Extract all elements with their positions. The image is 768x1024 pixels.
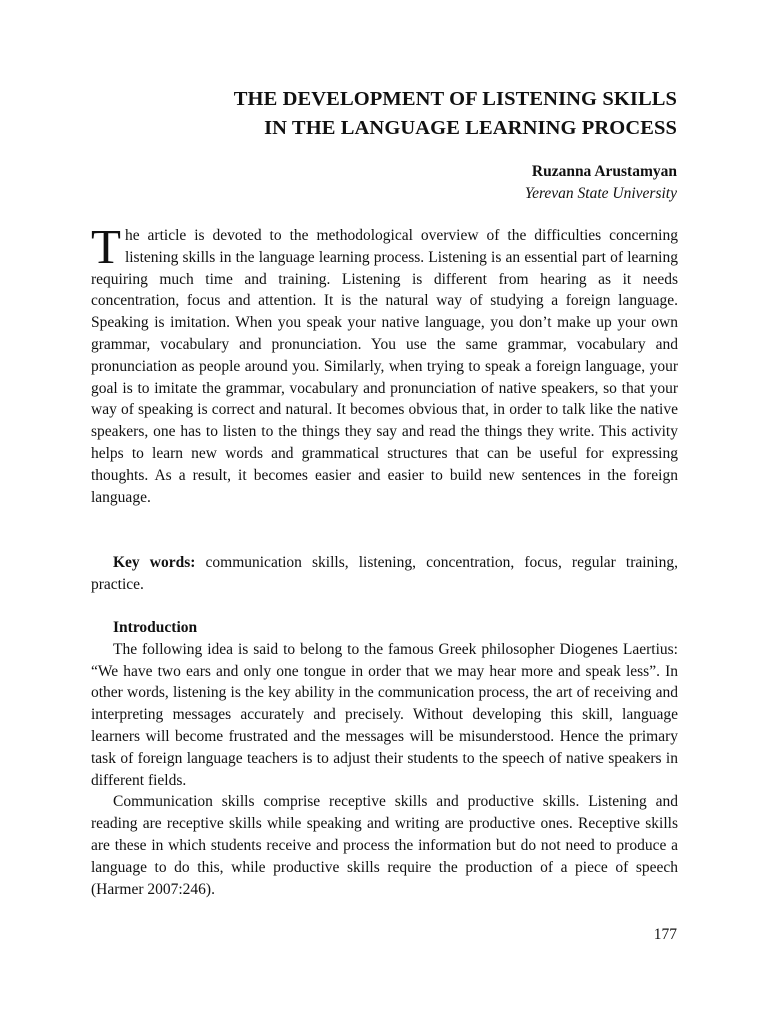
author-affiliation: Yerevan State University <box>524 185 677 202</box>
abstract-text: he article is devoted to the methodological overview of the difficulties concerning listening skills in the language learning process. Listening is an essential part of learning requiring much time and training. Listening is different from hearing as it needs concentration, focus and attention. It is the natural way of studying a foreign language. Speaking is imitation. When you speak your native language, you don’t make up your own grammar, vocabulary and pronunciation. You use the same grammar, vocabulary and pronunciation as people around you. Similarly, when trying to speak a foreign language, your goal is to imitate the grammar, vocabulary and pronunciation of native speakers, so that your way of speaking is correct and natural. It becomes obvious that, in order to talk like the native speakers, one has to listen to the things they say and read the things they write. This activity helps to learn new words and grammatical structures that can be useful for expressing thoughts. As a result, it becomes easier and easier to build new sentences in the foreign language. <box>91 227 678 506</box>
abstract-paragraph <box>91 219 678 508</box>
author-block <box>525 161 677 205</box>
keywords-paragraph <box>91 552 678 596</box>
introduction-paragraph-1: The following idea is said to belong to the famous Greek philosopher Diogenes Laertius: “We have two ears and only one tongue in order that we may hear more and speak less”. In other words, listening is the key ability in the communication process, the art of receiving and interpreting messages accurately and precisely. Without developing this skill, language learners will become frustrated and the messages will be misunderstood. Hence the primary task of foreign language teachers is to adjust their students to the speech of native speakers in different fields. <box>91 640 678 789</box>
author-name: Ruzanna Arustamyan <box>531 163 677 180</box>
abstract <box>91 219 678 508</box>
keywords-text: communication skills, listening, concentration, focus, regular training, practice. <box>91 554 678 593</box>
drop-cap: T <box>91 219 121 274</box>
article-title <box>234 85 677 143</box>
article-title-line-1: THE DEVELOPMENT OF LISTENING SKILLS <box>233 88 677 110</box>
keywords-block <box>91 552 678 596</box>
introduction-heading: Introduction <box>113 619 198 636</box>
page-number: 177 <box>653 926 677 943</box>
article-title-line-2: IN THE LANGUAGE LEARNING PROCESS <box>264 117 677 139</box>
introduction-section <box>91 617 678 900</box>
keywords-label: Key words: <box>113 554 196 571</box>
introduction-paragraph-2: Communication skills comprise receptive skills and productive skills. Listening and reading are receptive skills while speaking and writing are productive ones. Receptive skills are these in which students receive and process the information but do not need to produce a language to do this, while productive skills require the production of a piece of speech (Harmer 2007:246). <box>91 793 678 898</box>
